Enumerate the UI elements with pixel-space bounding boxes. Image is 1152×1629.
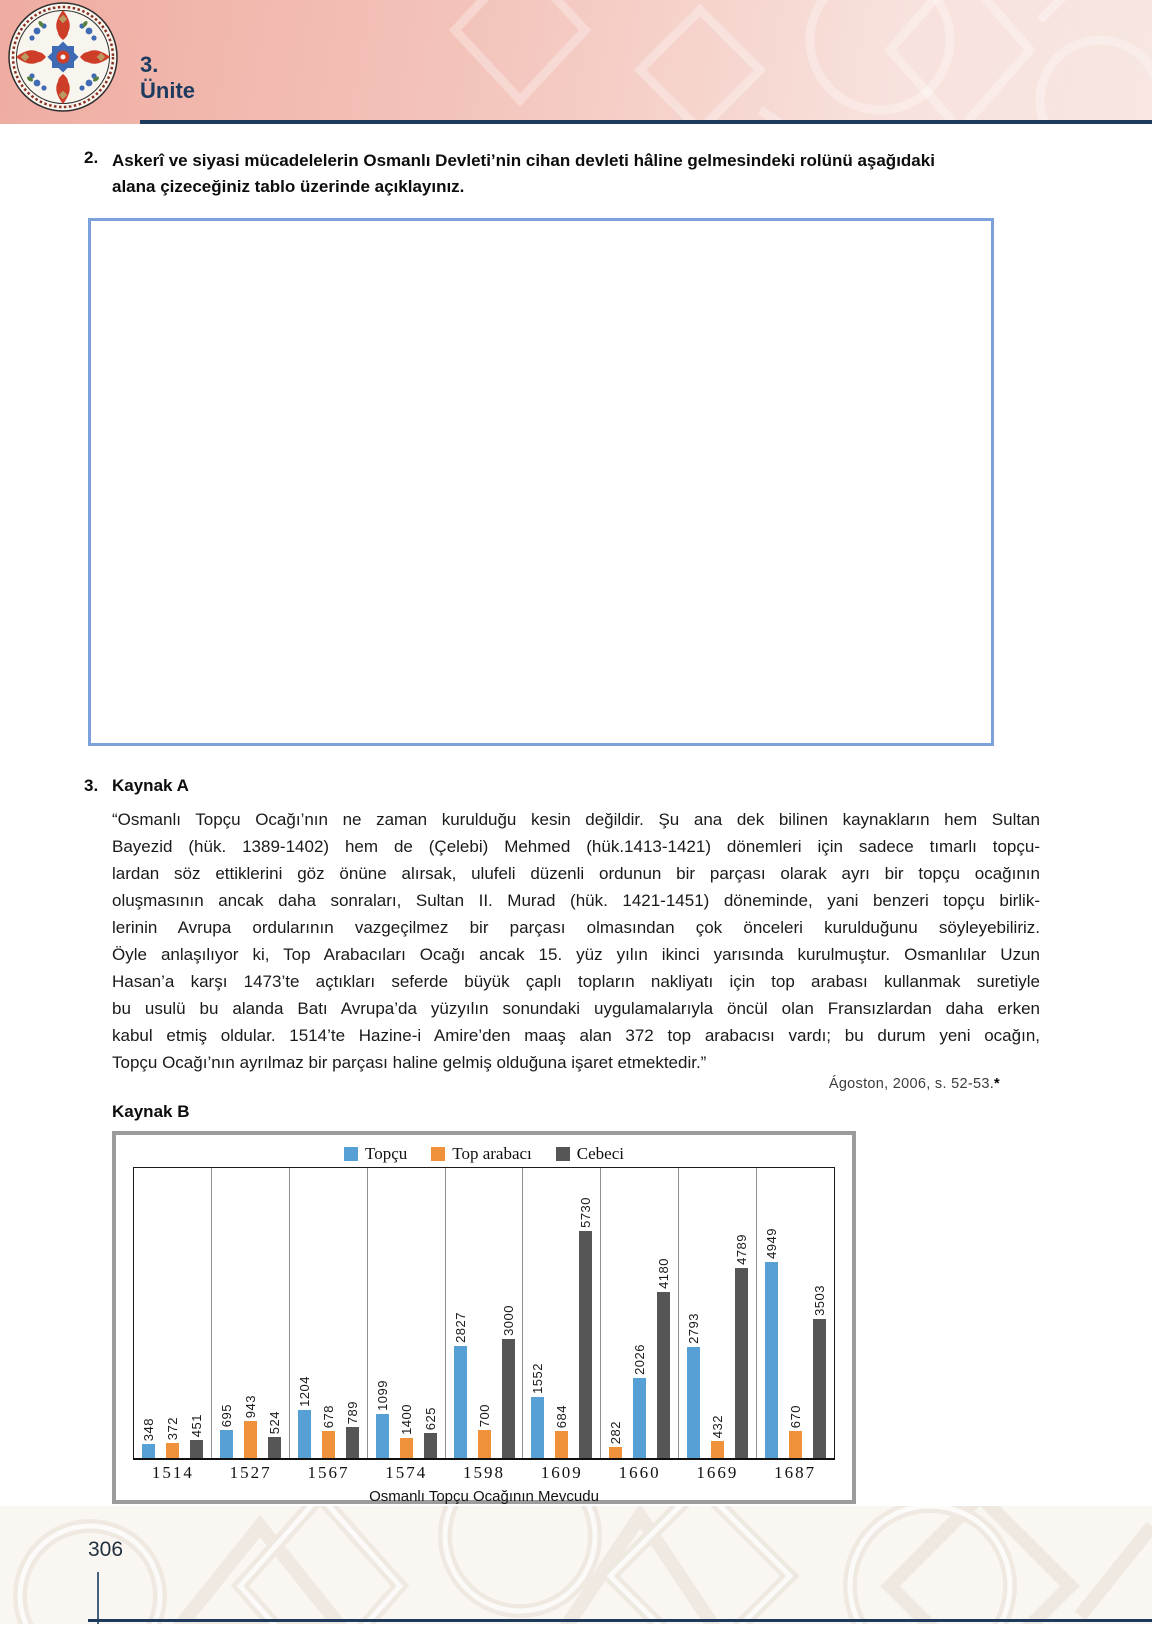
bar <box>298 1410 311 1458</box>
bar-1567-Topçu <box>297 1376 312 1458</box>
bar-value-label: 1204 <box>296 1376 312 1407</box>
bar-1574-Topçu <box>375 1380 390 1458</box>
question-2-text <box>112 148 1034 200</box>
bar <box>711 1441 724 1458</box>
bar <box>142 1444 155 1458</box>
unit-title <box>140 52 195 104</box>
chart-group-1687 <box>757 1168 834 1458</box>
bar <box>478 1430 491 1458</box>
bar-value-label: 2026 <box>632 1344 648 1375</box>
bar-1598-Cebeci <box>501 1305 516 1458</box>
kaynak-a-paragraph <box>112 806 1040 1076</box>
page-number: 306 <box>88 1538 124 1561</box>
legend-swatch <box>431 1147 445 1161</box>
bar-1574-Cebeci <box>423 1407 438 1458</box>
bar-value-label: 3503 <box>812 1285 828 1316</box>
bar-value-label: 678 <box>320 1404 336 1428</box>
bar-value-label: 4789 <box>734 1234 750 1265</box>
bar <box>346 1427 359 1458</box>
x-axis-year-label: 1669 <box>696 1463 739 1482</box>
question-2 <box>84 148 1034 200</box>
bar <box>657 1292 670 1458</box>
bar <box>220 1430 233 1458</box>
bar <box>166 1443 179 1458</box>
bottom-rule <box>88 1619 1152 1622</box>
x-axis-year-label: 1574 <box>385 1463 428 1482</box>
chart-x-axis-labels <box>134 1460 834 1483</box>
bar-value-label: 348 <box>140 1417 156 1441</box>
bar-value-label: 282 <box>608 1420 624 1444</box>
bar-1567-Top arabacı <box>321 1405 336 1458</box>
bar-value-label: 1400 <box>398 1404 414 1435</box>
bar-1669-Cebeci <box>734 1234 749 1458</box>
bar <box>813 1319 826 1458</box>
chart-plot-area <box>133 1167 835 1460</box>
unit-header <box>0 0 1152 124</box>
bar <box>190 1440 203 1458</box>
bar-1660-Top arabacı <box>608 1421 623 1458</box>
chart-group-1660 <box>601 1168 679 1458</box>
bar-1609-Cebeci <box>578 1197 593 1458</box>
bar <box>765 1262 778 1458</box>
chart-group-1609 <box>523 1168 601 1458</box>
chart-group-1567 <box>290 1168 368 1458</box>
bar-value-label: 524 <box>266 1410 282 1434</box>
kaynak-a-line: bu usulü bu alanda Batı Avrupa’da yüzyılın sonundaki uygulamalarıyla öncül olan Fransızlardan daha erken <box>112 999 1040 1018</box>
chart-group-1598 <box>446 1168 524 1458</box>
bar-1660-Cebeci <box>656 1258 671 1458</box>
answer-drawing-area[interactable] <box>88 218 994 746</box>
header-rule <box>140 120 1152 124</box>
bar-chart <box>112 1131 856 1504</box>
bar-value-label: 2793 <box>686 1313 702 1344</box>
kaynak-a-line: Öyle anlaşılıyor ki, Top Arabacıları Ocağı ancak 15. yüz yılın ikinci yarısında kurulmuştur. Osmanlılar Uzun <box>112 945 1040 964</box>
kaynak-a-heading <box>84 776 189 796</box>
bar-value-label: 4949 <box>764 1228 780 1259</box>
x-axis-year-label: 1598 <box>463 1463 506 1482</box>
legend-swatch <box>556 1147 570 1161</box>
bar-value-label: 625 <box>422 1406 438 1430</box>
bar-value-label: 372 <box>164 1416 180 1440</box>
bar-value-label: 4180 <box>656 1258 672 1289</box>
footer-pattern-art <box>0 1506 1152 1624</box>
kaynak-a-line: kabul etmiş oldular. 1514’te Hazine-i Amire’den maaş alan 372 top arabacısı vardı; bu durum yeni ocağın, <box>112 1026 1040 1045</box>
kaynak-a-line: oluşmasının ancak daha sonraları, Sultan II. Murad (hük. 1421-1451) döneminde, yani benzeri topçu birlik- <box>112 891 1040 910</box>
bar-1687-Cebeci <box>812 1285 827 1458</box>
bar-value-label: 684 <box>554 1404 570 1428</box>
kaynak-a-line: Bayezid (hük. 1389-1402) hem de (Çelebi) Mehmed (hük.1413-1421) dönemleri için sadece tımarlı topçu- <box>112 837 1040 856</box>
bar-1669-Topçu <box>686 1313 701 1458</box>
question-2-line: Askerî ve siyasi mücadelelerin Osmanlı Devleti’nin cihan devleti hâline gelmesindeki rolünü aşağıdaki <box>112 151 935 170</box>
bar-value-label: 1099 <box>374 1380 390 1411</box>
bar <box>502 1339 515 1458</box>
chart-group-1527 <box>212 1168 290 1458</box>
x-axis-year-label: 1609 <box>540 1463 583 1482</box>
footer-geometric-pattern <box>0 1506 1152 1624</box>
kaynak-b-heading: Kaynak B <box>112 1102 190 1121</box>
chart-group-1514 <box>134 1168 212 1458</box>
chart-legend <box>116 1141 852 1167</box>
bar <box>531 1397 544 1458</box>
question-2-line: alana çizeceğiniz tablo üzerinde açıklayınız. <box>112 177 465 196</box>
kaynak-a-line: lardan söz ettiklerini göz önüne alırsak, ulufeli düzenli ordunun bir parçası olarak ayrı bir topçu ocağının <box>112 864 1040 883</box>
bar <box>244 1421 257 1458</box>
bar-value-label: 2827 <box>452 1312 468 1343</box>
bar-1514-Top arabacı <box>165 1417 180 1458</box>
bar <box>735 1268 748 1458</box>
bar <box>424 1433 437 1458</box>
bar <box>376 1414 389 1458</box>
bar-1660-Topçu <box>632 1344 647 1458</box>
bar-value-label: 789 <box>344 1400 360 1424</box>
legend-item-Topçu <box>344 1144 407 1164</box>
bar-1609-Top arabacı <box>554 1405 569 1458</box>
bar-1527-Cebeci <box>267 1411 282 1458</box>
bar <box>609 1447 622 1458</box>
bar-1687-Topçu <box>764 1228 779 1458</box>
unit-label: Ünite <box>140 78 195 103</box>
legend-label: Top arabacı <box>452 1144 532 1163</box>
bar-1669-Top arabacı <box>710 1415 725 1458</box>
bar-value-label: 1552 <box>530 1363 546 1394</box>
chart-group-1574 <box>368 1168 446 1458</box>
kaynak-a-title: Kaynak A <box>112 776 189 795</box>
bar-1514-Topçu <box>141 1418 156 1458</box>
question-3-number: 3. <box>84 776 99 795</box>
bar-1687-Top arabacı <box>788 1405 803 1458</box>
legend-label: Cebeci <box>576 1144 624 1163</box>
bar-1527-Top arabacı <box>243 1395 258 1458</box>
source-attribution <box>112 1076 1000 1092</box>
chart-group-1669 <box>679 1168 757 1458</box>
bar-value-label: 3000 <box>500 1305 516 1336</box>
bar <box>789 1431 802 1458</box>
bar <box>454 1346 467 1458</box>
bar-1598-Topçu <box>453 1312 468 1458</box>
kaynak-a-line: lerinin Avrupa ordularının vazgeçilmez bir parçası olmasından çok önceleri kurulduğunu söyleyebiliriz. <box>112 918 1040 937</box>
bar-1514-Cebeci <box>189 1414 204 1458</box>
bar-value-label: 943 <box>242 1394 258 1418</box>
bar <box>633 1378 646 1458</box>
page-number-rule <box>97 1572 99 1624</box>
ottoman-tile-medallion <box>8 2 118 112</box>
medallion-art <box>8 2 118 112</box>
bar <box>687 1347 700 1458</box>
bar-value-label: 670 <box>788 1404 804 1428</box>
bar-value-label: 700 <box>476 1403 492 1427</box>
x-axis-year-label: 1567 <box>307 1463 350 1482</box>
bar-1567-Cebeci <box>345 1401 360 1458</box>
bar-1574-Top arabacı <box>399 1404 414 1458</box>
bar-1598-Top arabacı <box>477 1404 492 1458</box>
bar-value-label: 5730 <box>578 1197 594 1228</box>
x-axis-year-label: 1660 <box>618 1463 661 1482</box>
bar <box>400 1438 413 1458</box>
attribution-text: Ágoston, 2006, s. 52-53. <box>828 1076 995 1092</box>
bar <box>555 1431 568 1458</box>
x-axis-year-label: 1527 <box>229 1463 272 1482</box>
x-axis-year-label: 1514 <box>151 1463 194 1482</box>
bar-value-label: 432 <box>710 1414 726 1438</box>
bar <box>268 1437 281 1458</box>
bar-value-label: 695 <box>218 1403 234 1427</box>
legend-item-Top arabacı <box>431 1144 532 1164</box>
bar <box>579 1231 592 1458</box>
chart-title: Osmanlı Topçu Ocağının Mevcudu <box>369 1488 599 1505</box>
legend-swatch <box>344 1147 358 1161</box>
legend-item-Cebeci <box>556 1144 624 1164</box>
bar-1609-Topçu <box>530 1363 545 1458</box>
kaynak-a-line: “Osmanlı Topçu Ocağı’nın ne zaman kurulduğu kesin değildir. Şu ana dek bilinen kaynakların hem Sultan <box>112 810 1040 829</box>
bar-1527-Topçu <box>219 1404 234 1458</box>
kaynak-a-line: Hasan’a karşı 1473’te açtıkları seferde büyük çaplı topların nakliyatı için top arabası kullanmak suretiyle <box>112 972 1040 991</box>
attribution-asterisk: * <box>994 1076 1000 1092</box>
kaynak-a-line: Topçu Ocağı’nın ayrılmaz bir parçası haline gelmiş olduğuna işaret etmektedir.” <box>112 1053 707 1072</box>
x-axis-year-label: 1687 <box>774 1463 817 1482</box>
unit-number: 3. <box>140 52 159 77</box>
bar-value-label: 451 <box>188 1413 204 1437</box>
legend-label: Topçu <box>365 1144 408 1163</box>
question-2-number: 2. <box>84 148 99 167</box>
bar <box>322 1431 335 1458</box>
